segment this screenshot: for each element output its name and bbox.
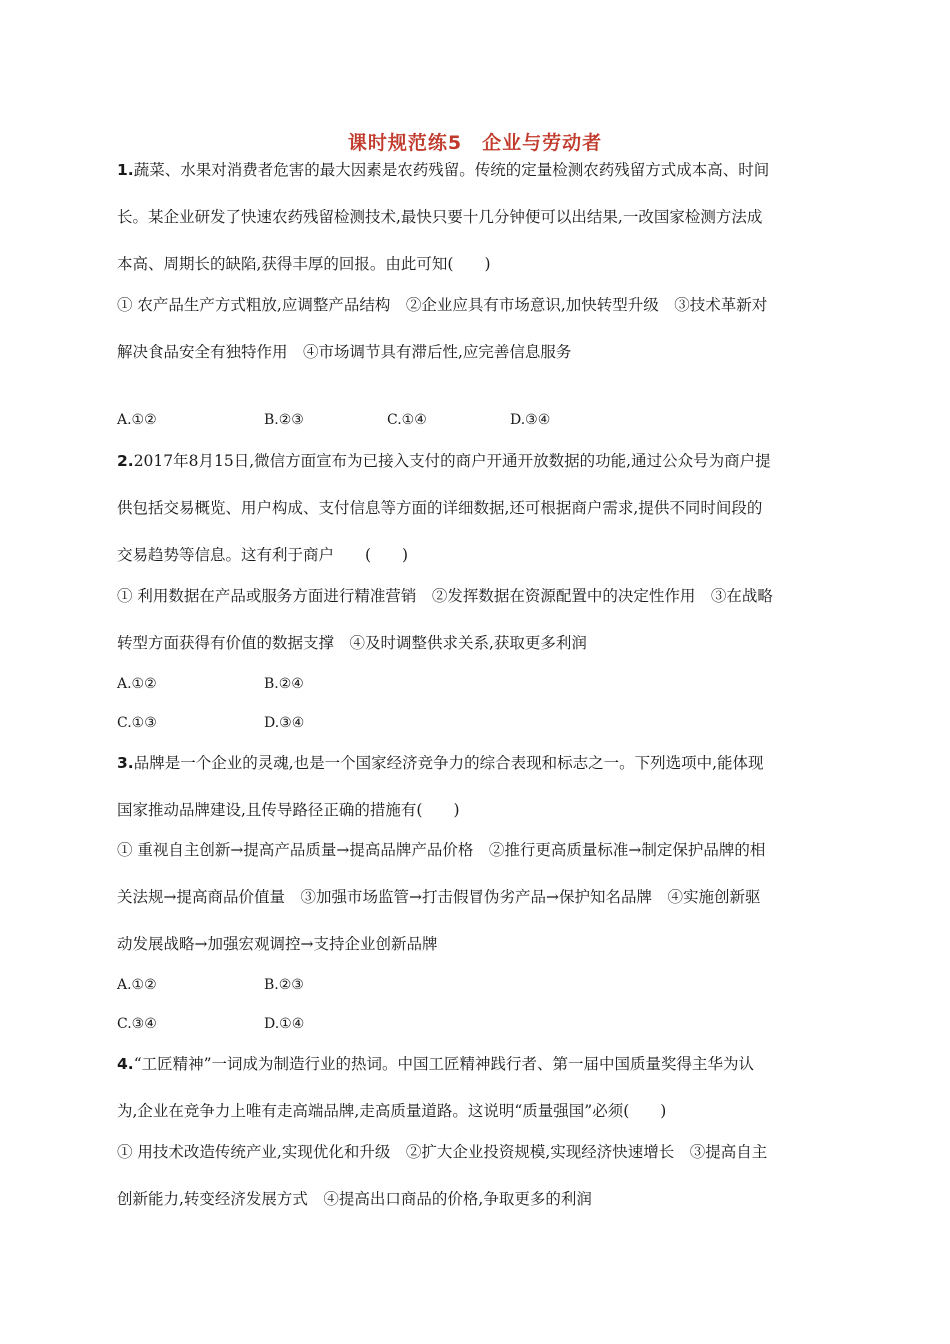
question-2-item-line-1: ① 利用数据在产品或服务方面进行精准营销 ②发挥数据在资源配置中的决定性作用 ③在战略 [117,587,773,605]
question-2-choice-b: B.②④ [264,676,304,692]
question-2-stem-line-3: 交易趋势等信息。这有利于商户 ( ) [117,546,409,564]
question-2-item-line-2: 转型方面获得有价值的数据支撑 ④及时调整供求关系,获取更多利润 [117,634,587,652]
question-3-choice-b: B.②③ [264,977,304,993]
question-4-stem-line-2: 为,企业在竞争力上唯有走高端品牌,走高质量道路。这说明“质量强国”必须( ) [117,1102,667,1120]
page-title: 课时规范练5 企业与劳动者 [347,132,603,154]
question-number: 3. [117,754,134,772]
question-4-item-line-2: 创新能力,转变经济发展方式 ④提高出口商品的价格,争取更多的利润 [117,1190,592,1208]
question-3-item-line-2: 关法规→提高商品价值量 ③加强市场监管→打击假冒伪劣产品→保护知名品牌 ④实施创新驱 [117,888,761,906]
question-1-choice-b: B.②③ [264,412,304,428]
question-1-choice-a: A.①② [117,412,157,428]
question-2-stem-line-2: 供包括交易概览、用户构成、支付信息等方面的详细数据,还可根据商户需求,提供不同时间段的 [117,499,763,517]
question-1-item-line-1: ① 农产品生产方式粗放,应调整产品结构 ②企业应具有市场意识,加快转型升级 ③技术革新对 [117,296,768,314]
question-1-stem-line-1: 1.蔬菜、水果对消费者危害的最大因素是农药残留。传统的定量检测农药残留方式成本高、时间 [117,161,770,179]
question-number: 2. [117,452,134,470]
question-3-item-line-3: 动发展战略→加强宏观调控→支持企业创新品牌 [117,935,438,953]
question-4-item-line-1: ① 用技术改造传统产业,实现优化和升级 ②扩大企业投资规模,实现经济快速增长 ③提高自主 [117,1143,768,1161]
question-1-choice-c: C.①④ [387,412,427,428]
question-1-stem-line-2: 长。某企业研发了快速农药残留检测技术,最快只要十几分钟便可以出结果,一改国家检测方法成 [117,208,763,226]
question-2-choice-c: C.①③ [117,715,157,731]
question-1-stem-line-3: 本高、周期长的缺陷,获得丰厚的回报。由此可知( ) [117,255,491,273]
question-1-choice-d: D.③④ [510,412,551,428]
question-3-stem-line-1: 3.品牌是一个企业的灵魂,也是一个国家经济竞争力的综合表现和标志之一。下列选项中,能体现 [117,754,764,772]
question-3-choice-a: A.①② [117,977,157,993]
question-3-item-line-1: ① 重视自主创新→提高产品质量→提高品牌产品价格 ②推行更高质量标准→制定保护品牌的相 [117,841,766,859]
question-number: 1. [117,161,134,179]
question-4-stem-line-1: 4.“工匠精神”一词成为制造行业的热词。中国工匠精神践行者、第一届中国质量奖得主华为认 [117,1055,755,1073]
question-2-choice-a: A.①② [117,676,157,692]
question-1-item-line-2: 解决食品安全有独特作用 ④市场调节具有滞后性,应完善信息服务 [117,343,572,361]
question-3-stem-line-2: 国家推动品牌建设,且传导路径正确的措施有( ) [117,801,460,819]
question-2-stem-line-1: 2.2017年8月15日,微信方面宣布为已接入支付的商户开通开放数据的功能,通过公众号为商户提 [117,452,771,470]
question-2-choice-d: D.③④ [264,715,305,731]
question-number: 4. [117,1055,134,1073]
question-3-choice-c: C.③④ [117,1016,157,1032]
question-3-choice-d: D.①④ [264,1016,305,1032]
